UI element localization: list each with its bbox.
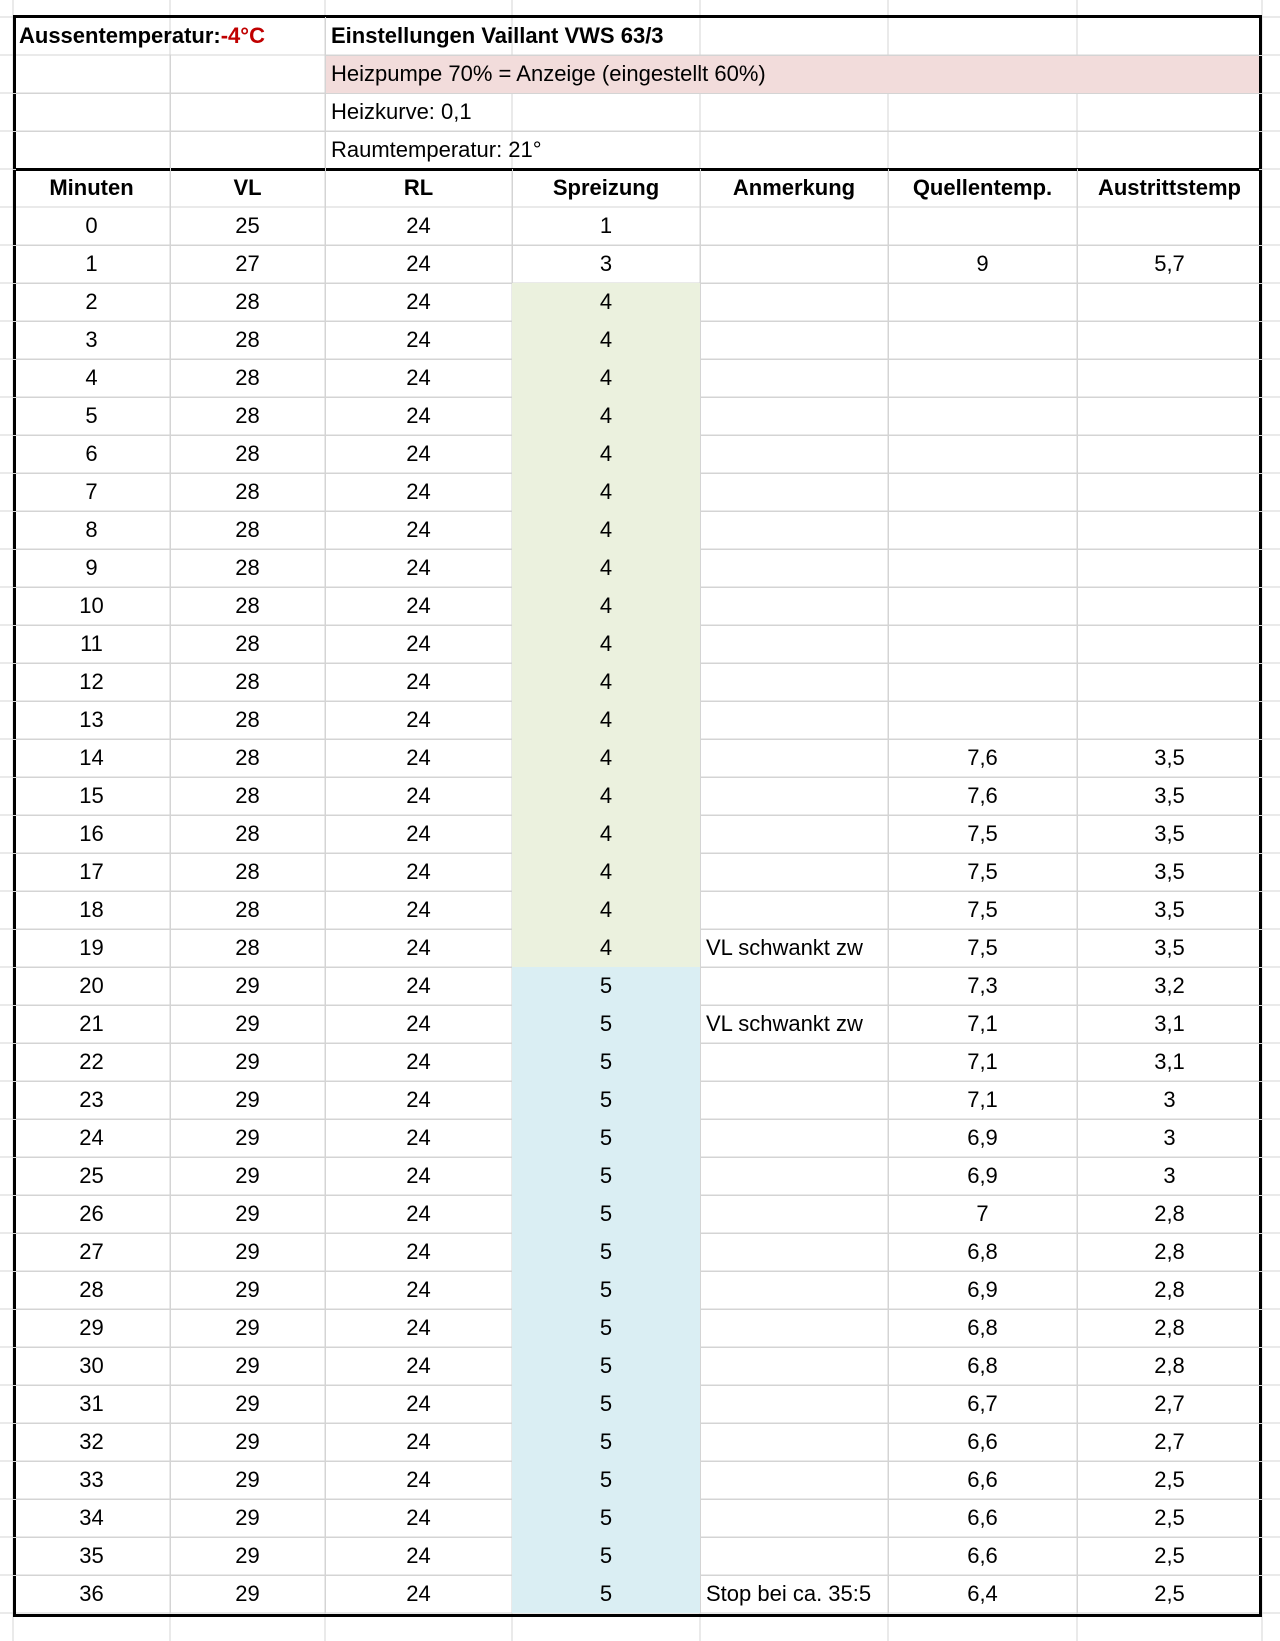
cell-col-spread[interactable]: 4 — [599, 669, 613, 694]
cell-col-spread[interactable]: 5 — [599, 1391, 613, 1416]
cell-col-outlet-temp[interactable]: 3,1 — [1154, 1011, 1185, 1036]
cell-col-minutes[interactable]: 7 — [85, 479, 98, 504]
cell-col-vl[interactable]: 28 — [235, 935, 260, 960]
cell-col-spread[interactable]: 3 — [599, 251, 613, 276]
cell-col-rl[interactable]: 24 — [406, 897, 431, 922]
cell-col-spread[interactable]: 4 — [599, 745, 613, 770]
cell-col-spread[interactable]: 5 — [599, 1429, 613, 1454]
cell-col-note[interactable] — [700, 625, 884, 663]
cell-col-note[interactable] — [700, 549, 884, 587]
cell-col-vl[interactable]: 29 — [235, 1315, 260, 1340]
cell-col-vl[interactable]: 29 — [235, 1429, 260, 1454]
cell-col-rl[interactable]: 24 — [406, 1391, 431, 1416]
cell-col-rl[interactable]: 24 — [406, 859, 431, 884]
cell-col-vl[interactable]: 29 — [235, 1163, 260, 1188]
cell-col-note[interactable] — [700, 511, 884, 549]
cell-col-vl[interactable]: 28 — [235, 745, 260, 770]
cell-col-rl[interactable]: 24 — [406, 1277, 431, 1302]
cell-col-vl[interactable]: 29 — [235, 1011, 260, 1036]
cell-col-note[interactable] — [700, 1271, 884, 1309]
cell-col-source-temp[interactable] — [888, 207, 1077, 245]
pump-setting[interactable]: Heizpumpe 70% = Anzeige (eingestellt 60%) — [331, 61, 766, 86]
cell-col-outlet-temp[interactable]: 2,7 — [1154, 1429, 1185, 1454]
cell-col-outlet-temp[interactable] — [1077, 625, 1262, 663]
cell-col-rl[interactable]: 24 — [406, 289, 431, 314]
outside-temperature[interactable] — [13, 17, 325, 55]
cell-col-rl[interactable]: 24 — [406, 479, 431, 504]
cell-col-outlet-temp[interactable] — [1077, 283, 1262, 321]
cell-col-minutes[interactable]: 28 — [79, 1277, 104, 1302]
cell-col-minutes[interactable]: 32 — [79, 1429, 104, 1454]
cell-col-minutes[interactable]: 18 — [79, 897, 104, 922]
cell-col-rl[interactable]: 24 — [406, 669, 431, 694]
cell-col-source-temp[interactable]: 6,6 — [967, 1467, 998, 1492]
cell-col-spread[interactable]: 5 — [599, 1581, 613, 1606]
cell-col-outlet-temp[interactable]: 5,7 — [1154, 251, 1185, 276]
cell-col-minutes[interactable]: 21 — [79, 1011, 104, 1036]
cell-col-note[interactable]: VL schwankt zw — [706, 935, 863, 960]
cell-col-minutes[interactable]: 36 — [79, 1581, 104, 1606]
cell-col-spread[interactable]: 4 — [599, 365, 613, 390]
cell-col-source-temp[interactable]: 7,1 — [967, 1087, 998, 1112]
cell-col-source-temp[interactable]: 7,3 — [967, 973, 998, 998]
header-col-note[interactable]: Anmerkung — [732, 175, 856, 200]
cell-col-outlet-temp[interactable]: 2,5 — [1154, 1581, 1185, 1606]
header-col-outlet-temp[interactable]: Austrittstemp — [1097, 175, 1241, 200]
cell-col-spread[interactable]: 5 — [599, 1201, 613, 1226]
cell-col-rl[interactable]: 24 — [406, 631, 431, 656]
cell-col-source-temp[interactable] — [888, 587, 1077, 625]
cell-col-note[interactable] — [700, 321, 884, 359]
cell-col-rl[interactable]: 24 — [406, 1011, 431, 1036]
cell-col-minutes[interactable]: 30 — [79, 1353, 104, 1378]
cell-col-source-temp[interactable] — [888, 625, 1077, 663]
cell-col-note[interactable] — [700, 473, 884, 511]
cell-col-outlet-temp[interactable] — [1077, 663, 1262, 701]
cell-col-vl[interactable]: 29 — [235, 1543, 260, 1568]
cell-col-outlet-temp[interactable] — [1077, 701, 1262, 739]
cell-col-source-temp[interactable]: 6,8 — [967, 1315, 998, 1340]
cell-col-note[interactable] — [700, 1043, 884, 1081]
cell-col-outlet-temp[interactable]: 3,5 — [1154, 859, 1185, 884]
cell-col-note[interactable] — [700, 245, 884, 283]
cell-col-rl[interactable]: 24 — [406, 251, 431, 276]
cell-col-minutes[interactable]: 13 — [79, 707, 104, 732]
cell-col-vl[interactable]: 28 — [235, 403, 260, 428]
cell-col-rl[interactable]: 24 — [406, 1467, 431, 1492]
cell-col-source-temp[interactable]: 6,4 — [967, 1581, 998, 1606]
cell-col-outlet-temp[interactable]: 3 — [1163, 1125, 1176, 1150]
cell-col-rl[interactable]: 24 — [406, 745, 431, 770]
cell-col-spread[interactable]: 5 — [599, 1543, 613, 1568]
cell-col-note[interactable] — [700, 701, 884, 739]
cell-col-vl[interactable]: 28 — [235, 897, 260, 922]
cell-col-vl[interactable]: 29 — [235, 1581, 260, 1606]
cell-col-rl[interactable]: 24 — [406, 1201, 431, 1226]
cell-col-source-temp[interactable] — [888, 397, 1077, 435]
cell-col-vl[interactable]: 29 — [235, 1049, 260, 1074]
cell-col-spread[interactable]: 4 — [599, 479, 613, 504]
cell-col-source-temp[interactable] — [888, 321, 1077, 359]
cell-col-vl[interactable]: 28 — [235, 327, 260, 352]
cell-col-note[interactable] — [700, 1119, 884, 1157]
cell-col-rl[interactable]: 24 — [406, 1429, 431, 1454]
cell-col-outlet-temp[interactable]: 3,5 — [1154, 783, 1185, 808]
cell-col-spread[interactable]: 5 — [599, 1353, 613, 1378]
cell-col-vl[interactable]: 28 — [235, 517, 260, 542]
cell-col-outlet-temp[interactable]: 3,5 — [1154, 935, 1185, 960]
cell-col-note[interactable] — [700, 1157, 884, 1195]
cell-col-outlet-temp[interactable]: 2,8 — [1154, 1315, 1185, 1340]
cell-col-spread[interactable]: 4 — [599, 517, 613, 542]
cell-col-vl[interactable]: 28 — [235, 669, 260, 694]
cell-col-note[interactable] — [700, 853, 884, 891]
cell-col-vl[interactable]: 28 — [235, 365, 260, 390]
cell-col-minutes[interactable]: 15 — [79, 783, 104, 808]
cell-col-vl[interactable]: 29 — [235, 1125, 260, 1150]
cell-col-vl[interactable]: 28 — [235, 783, 260, 808]
cell-col-source-temp[interactable]: 7,5 — [967, 935, 998, 960]
cell-col-vl[interactable]: 29 — [235, 973, 260, 998]
cell-col-rl[interactable]: 24 — [406, 1125, 431, 1150]
cell-col-vl[interactable]: 28 — [235, 821, 260, 846]
cell-col-note[interactable] — [700, 359, 884, 397]
cell-col-outlet-temp[interactable]: 3,1 — [1154, 1049, 1185, 1074]
cell-col-outlet-temp[interactable]: 2,8 — [1154, 1239, 1185, 1264]
cell-col-spread[interactable]: 5 — [599, 973, 613, 998]
cell-col-note[interactable] — [700, 1499, 884, 1537]
cell-col-rl[interactable]: 24 — [406, 1315, 431, 1340]
cell-col-rl[interactable]: 24 — [406, 1163, 431, 1188]
cell-col-source-temp[interactable]: 7,1 — [967, 1011, 998, 1036]
cell-col-minutes[interactable]: 25 — [79, 1163, 104, 1188]
cell-col-spread[interactable]: 4 — [599, 327, 613, 352]
cell-col-vl[interactable]: 28 — [235, 593, 260, 618]
cell-col-minutes[interactable]: 9 — [85, 555, 98, 580]
cell-col-rl[interactable]: 24 — [406, 1049, 431, 1074]
cell-col-source-temp[interactable] — [888, 359, 1077, 397]
cell-col-outlet-temp[interactable] — [1077, 359, 1262, 397]
cell-col-minutes[interactable]: 26 — [79, 1201, 104, 1226]
cell-col-source-temp[interactable] — [888, 511, 1077, 549]
cell-col-outlet-temp[interactable]: 3,5 — [1154, 897, 1185, 922]
cell-col-outlet-temp[interactable]: 3 — [1163, 1163, 1176, 1188]
cell-col-rl[interactable]: 24 — [406, 213, 431, 238]
cell-col-rl[interactable]: 24 — [406, 1353, 431, 1378]
cell-col-rl[interactable]: 24 — [406, 935, 431, 960]
cell-col-outlet-temp[interactable] — [1077, 321, 1262, 359]
cell-col-minutes[interactable]: 17 — [79, 859, 104, 884]
cell-col-source-temp[interactable] — [888, 435, 1077, 473]
cell-col-vl[interactable]: 28 — [235, 479, 260, 504]
cell-col-minutes[interactable]: 2 — [85, 289, 98, 314]
cell-col-spread[interactable]: 4 — [599, 935, 613, 960]
cell-col-outlet-temp[interactable]: 3 — [1163, 1087, 1176, 1112]
cell-col-source-temp[interactable]: 6,6 — [967, 1505, 998, 1530]
cell-col-outlet-temp[interactable]: 3,2 — [1154, 973, 1185, 998]
cell-col-spread[interactable]: 4 — [599, 555, 613, 580]
cell-col-outlet-temp[interactable] — [1077, 207, 1262, 245]
cell-col-outlet-temp[interactable] — [1077, 473, 1262, 511]
cell-col-rl[interactable]: 24 — [406, 1087, 431, 1112]
cell-col-note[interactable]: Stop bei ca. 35:5 — [706, 1581, 872, 1606]
cell-col-source-temp[interactable] — [888, 283, 1077, 321]
outside-temperature-value: -4°C — [220, 23, 265, 48]
cell-col-spread[interactable]: 5 — [599, 1239, 613, 1264]
header-col-spread[interactable]: Spreizung — [552, 175, 660, 200]
cell-col-note[interactable] — [700, 663, 884, 701]
cell-col-rl[interactable]: 24 — [406, 1239, 431, 1264]
cell-col-spread[interactable]: 4 — [599, 859, 613, 884]
cell-col-source-temp[interactable]: 7 — [976, 1201, 989, 1226]
cell-col-vl[interactable]: 28 — [235, 707, 260, 732]
cell-col-vl[interactable]: 29 — [235, 1201, 260, 1226]
cell-col-note[interactable] — [700, 1195, 884, 1233]
settings-title[interactable]: Einstellungen Vaillant VWS 63/3 — [331, 23, 664, 48]
cell-col-outlet-temp[interactable] — [1077, 397, 1262, 435]
cell-col-source-temp[interactable]: 9 — [976, 251, 989, 276]
cell-col-note[interactable] — [700, 777, 884, 815]
cell-col-spread[interactable]: 5 — [599, 1163, 613, 1188]
cell-col-minutes[interactable]: 0 — [85, 213, 98, 238]
cell-col-note[interactable] — [700, 1233, 884, 1271]
cell-col-spread[interactable]: 4 — [599, 897, 613, 922]
cell-col-note[interactable] — [700, 1537, 884, 1575]
cell-col-source-temp[interactable] — [888, 663, 1077, 701]
cell-col-note[interactable] — [700, 891, 884, 929]
cell-col-outlet-temp[interactable] — [1077, 549, 1262, 587]
cell-col-vl[interactable]: 28 — [235, 859, 260, 884]
cell-col-vl[interactable]: 28 — [235, 441, 260, 466]
cell-col-rl[interactable]: 24 — [406, 783, 431, 808]
cell-col-outlet-temp[interactable]: 2,8 — [1154, 1201, 1185, 1226]
header-col-rl[interactable]: RL — [403, 175, 434, 200]
heating-curve[interactable]: Heizkurve: 0,1 — [331, 99, 472, 124]
cell-col-spread[interactable]: 4 — [599, 821, 613, 846]
cell-col-outlet-temp[interactable]: 2,7 — [1154, 1391, 1185, 1416]
cell-col-spread[interactable]: 4 — [599, 403, 613, 428]
row-divider — [13, 131, 1262, 132]
cell-col-minutes[interactable]: 16 — [79, 821, 104, 846]
row-divider — [325, 55, 1262, 56]
cell-col-minutes[interactable]: 8 — [85, 517, 98, 542]
cell-col-spread[interactable]: 5 — [599, 1467, 613, 1492]
cell-col-spread[interactable]: 5 — [599, 1011, 613, 1036]
cell-col-source-temp[interactable]: 6,6 — [967, 1429, 998, 1454]
cell-col-rl[interactable]: 24 — [406, 403, 431, 428]
cell-col-note[interactable] — [700, 283, 884, 321]
cell-col-minutes[interactable]: 27 — [79, 1239, 104, 1264]
cell-col-spread[interactable]: 4 — [599, 707, 613, 732]
cell-col-minutes[interactable]: 29 — [79, 1315, 104, 1340]
cell-col-source-temp[interactable]: 6,9 — [967, 1125, 998, 1150]
header-col-minutes[interactable]: Minuten — [49, 175, 134, 200]
cell-col-note[interactable] — [700, 207, 884, 245]
cell-col-spread[interactable]: 5 — [599, 1087, 613, 1112]
cell-col-note[interactable] — [700, 815, 884, 853]
cell-col-minutes[interactable]: 3 — [85, 327, 98, 352]
cell-col-source-temp[interactable]: 7,1 — [967, 1049, 998, 1074]
outside-temperature-label: Aussentemperatur: — [19, 23, 221, 48]
cell-col-minutes[interactable]: 34 — [79, 1505, 104, 1530]
cell-col-spread[interactable]: 5 — [599, 1277, 613, 1302]
cell-col-rl[interactable]: 24 — [406, 327, 431, 352]
cell-col-spread[interactable]: 5 — [599, 1049, 613, 1074]
cell-col-vl[interactable]: 28 — [235, 289, 260, 314]
cell-col-minutes[interactable]: 5 — [85, 403, 98, 428]
row-divider — [13, 93, 1262, 94]
cell-col-source-temp[interactable]: 7,6 — [967, 783, 998, 808]
cell-col-source-temp[interactable]: 7,5 — [967, 821, 998, 846]
cell-col-minutes[interactable]: 35 — [79, 1543, 104, 1568]
cell-col-minutes[interactable]: 24 — [79, 1125, 104, 1150]
cell-col-note[interactable]: VL schwankt zw — [706, 1011, 863, 1036]
cell-col-spread[interactable]: 4 — [599, 441, 613, 466]
cell-col-note[interactable] — [700, 435, 884, 473]
cell-col-spread[interactable]: 4 — [599, 593, 613, 618]
cell-col-vl[interactable]: 28 — [235, 555, 260, 580]
cell-col-vl[interactable]: 29 — [235, 1353, 260, 1378]
cell-col-minutes[interactable]: 31 — [79, 1391, 104, 1416]
cell-col-source-temp[interactable]: 7,5 — [967, 859, 998, 884]
cell-col-outlet-temp[interactable] — [1077, 511, 1262, 549]
cell-col-minutes[interactable]: 22 — [79, 1049, 104, 1074]
cell-col-minutes[interactable]: 12 — [79, 669, 104, 694]
cell-col-vl[interactable]: 28 — [235, 631, 260, 656]
cell-col-rl[interactable]: 24 — [406, 1581, 431, 1606]
cell-col-rl[interactable]: 24 — [406, 517, 431, 542]
cell-col-source-temp[interactable]: 6,9 — [967, 1163, 998, 1188]
cell-col-source-temp[interactable]: 6,8 — [967, 1353, 998, 1378]
cell-col-outlet-temp[interactable]: 3,5 — [1154, 745, 1185, 770]
cell-col-spread[interactable]: 1 — [599, 213, 613, 238]
cell-col-spread[interactable]: 4 — [599, 783, 613, 808]
cell-col-minutes[interactable]: 14 — [79, 745, 104, 770]
cell-col-minutes[interactable]: 1 — [85, 251, 98, 276]
cell-col-rl[interactable]: 24 — [406, 707, 431, 732]
cell-col-outlet-temp[interactable]: 2,5 — [1154, 1543, 1185, 1568]
cell-col-rl[interactable]: 24 — [406, 973, 431, 998]
header-col-vl[interactable]: VL — [233, 175, 262, 200]
cell-col-note[interactable] — [700, 1081, 884, 1119]
cell-col-source-temp[interactable] — [888, 473, 1077, 511]
cell-col-rl[interactable]: 24 — [406, 441, 431, 466]
cell-col-note[interactable] — [700, 587, 884, 625]
cell-col-rl[interactable]: 24 — [406, 555, 431, 580]
cell-col-source-temp[interactable]: 6,6 — [967, 1543, 998, 1568]
cell-col-note[interactable] — [700, 967, 884, 1005]
cell-col-note[interactable] — [700, 1461, 884, 1499]
cell-col-outlet-temp[interactable] — [1077, 587, 1262, 625]
cell-col-note[interactable] — [700, 1309, 884, 1347]
cell-col-vl[interactable]: 29 — [235, 1467, 260, 1492]
cell-col-note[interactable] — [700, 1347, 884, 1385]
cell-col-rl[interactable]: 24 — [406, 1505, 431, 1530]
cell-col-minutes[interactable]: 19 — [79, 935, 104, 960]
room-temperature[interactable]: Raumtemperatur: 21° — [331, 137, 542, 162]
cell-col-spread[interactable]: 5 — [599, 1505, 613, 1530]
cell-col-note[interactable] — [700, 739, 884, 777]
cell-col-vl[interactable]: 29 — [235, 1239, 260, 1264]
cell-col-source-temp[interactable] — [888, 549, 1077, 587]
cell-col-note[interactable] — [700, 397, 884, 435]
cell-col-source-temp[interactable] — [888, 701, 1077, 739]
cell-col-minutes[interactable]: 4 — [85, 365, 98, 390]
cell-col-minutes[interactable]: 20 — [79, 973, 104, 998]
cell-col-outlet-temp[interactable]: 2,8 — [1154, 1277, 1185, 1302]
header-col-source-temp[interactable]: Quellentemp. — [912, 175, 1053, 200]
cell-col-source-temp[interactable]: 6,9 — [967, 1277, 998, 1302]
cell-col-vl[interactable]: 29 — [235, 1277, 260, 1302]
cell-col-outlet-temp[interactable] — [1077, 435, 1262, 473]
cell-col-rl[interactable]: 24 — [406, 365, 431, 390]
cell-col-spread[interactable]: 4 — [599, 289, 613, 314]
cell-col-source-temp[interactable]: 7,6 — [967, 745, 998, 770]
cell-col-rl[interactable]: 24 — [406, 1543, 431, 1568]
cell-col-spread[interactable]: 5 — [599, 1125, 613, 1150]
cell-col-outlet-temp[interactable]: 2,5 — [1154, 1505, 1185, 1530]
cell-col-outlet-temp[interactable]: 3,5 — [1154, 821, 1185, 846]
measurement-table — [13, 15, 1262, 1617]
cell-col-source-temp[interactable]: 7,5 — [967, 897, 998, 922]
cell-col-vl[interactable]: 25 — [235, 213, 260, 238]
cell-col-vl[interactable]: 29 — [235, 1391, 260, 1416]
cell-col-source-temp[interactable]: 6,7 — [967, 1391, 998, 1416]
cell-col-minutes[interactable]: 23 — [79, 1087, 104, 1112]
cell-col-outlet-temp[interactable]: 2,5 — [1154, 1467, 1185, 1492]
cell-col-rl[interactable]: 24 — [406, 593, 431, 618]
cell-col-vl[interactable]: 29 — [235, 1505, 260, 1530]
cell-col-minutes[interactable]: 10 — [79, 593, 104, 618]
cell-col-spread[interactable]: 5 — [599, 1315, 613, 1340]
cell-col-note[interactable] — [700, 1385, 884, 1423]
cell-col-vl[interactable]: 27 — [235, 251, 260, 276]
cell-col-note[interactable] — [700, 1423, 884, 1461]
cell-col-minutes[interactable]: 6 — [85, 441, 98, 466]
cell-col-source-temp[interactable]: 6,8 — [967, 1239, 998, 1264]
cell-col-spread[interactable]: 4 — [599, 631, 613, 656]
cell-col-outlet-temp[interactable]: 2,8 — [1154, 1353, 1185, 1378]
cell-col-rl[interactable]: 24 — [406, 821, 431, 846]
cell-col-vl[interactable]: 29 — [235, 1087, 260, 1112]
cell-col-minutes[interactable]: 33 — [79, 1467, 104, 1492]
cell-col-minutes[interactable]: 11 — [80, 631, 103, 656]
